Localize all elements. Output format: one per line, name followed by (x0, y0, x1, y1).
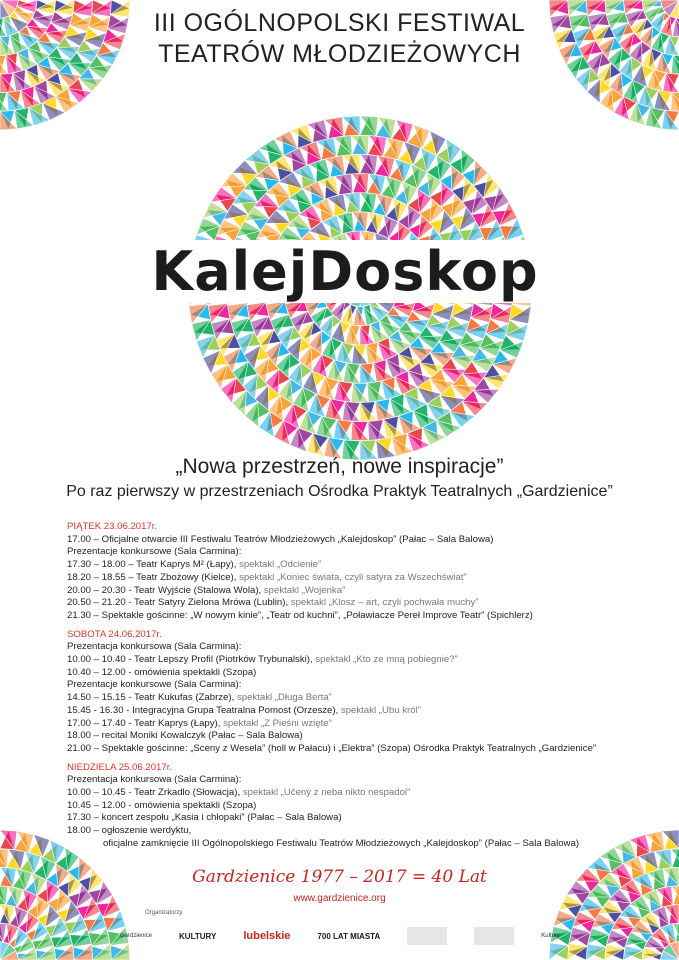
programme-item (67, 838, 627, 851)
programme-item-text: 10.00 – 10.40 - Teatr Lepszy Profil (Piotrków Trybunalski), (67, 654, 316, 666)
programme-item (67, 787, 627, 800)
corner-mosaic-top-right (549, 0, 679, 130)
programme-item (67, 825, 627, 838)
programme-item-text: 21.30 – Spektakle gościnne: „W nowym kinie”, „Teatr od kuchni”, „Poławiacze Pereł Improve Teatr” (Spichlerz) (67, 609, 533, 621)
mosaic-top-left-graphic (0, 0, 130, 130)
programme-item-text: Prezentacja konkursowa (Sala Carmina): (67, 774, 242, 786)
programme-item-text: 10.40 – 12.00 - omówienia spektakli (Szopa) (67, 666, 257, 678)
programme-item (67, 585, 627, 598)
organizer-logo (474, 927, 514, 945)
programme-item (67, 730, 627, 743)
programme-item-text: 20.00 – 20.30 - Teatr Wyjście (Stalowa Wola), (67, 584, 264, 596)
organizer-logos (120, 917, 560, 955)
programme-item (67, 546, 627, 559)
slogan: „Nowa przestrzeń, nowe inspiracje” (175, 455, 504, 478)
day-title: SOBOTA 24.06.2017r. (67, 628, 162, 640)
organizer-logo: 700 LAT MIASTA (317, 931, 381, 941)
performance-title: spektakl „Kto ze mną pobiegnie?” (315, 654, 458, 666)
programme-item (67, 743, 627, 756)
organizer-logo: lubelskie (243, 929, 291, 942)
programme-item (67, 641, 627, 654)
festival-header (130, 8, 549, 70)
performance-title: spektakl „Z Pieśni wzięte” (223, 717, 332, 729)
programme-item-text: 18.00 – ogłoszenie werdyktu, (67, 825, 192, 837)
programme-item-text: 10.45 – 12.00 - omówienia spektakli (Szopa) (67, 799, 257, 811)
organizer-logo (407, 927, 447, 945)
programme-item-text: Prezentacje konkursowe (Sala Carmina): (67, 679, 242, 691)
day-title: NIEDZIELA 25.06.2017r. (67, 761, 173, 773)
programme-item-text: oficjalne zamknięcie III Ogólnopolskiego Festiwalu Teatrów Młodzieżowych „Kalejdoskop” (Pałac – Sala Balowa) (103, 837, 580, 849)
programme-item (67, 559, 627, 572)
mosaic-top-right-graphic (549, 0, 679, 130)
programme-item (67, 572, 627, 585)
programme-item-text: 10.00 – 10.45 - Teatr Zrkadlo (Słowacja), (67, 787, 243, 799)
programme-item-text: 15.45 - 16.30 - Integracyjna Grupa Teatralna Pomost (Orzesze), (67, 704, 341, 716)
programme-item-text: 20.50 – 21.20 - Teatr Satyry Zielona Mrówa (Lublin), (67, 597, 291, 609)
programme-item-text: 18.00 – recital Moniki Kowalczyk (Pałac – Sala Balowa) (67, 730, 303, 742)
festival-name-logo (130, 240, 560, 303)
jubilee-logo: Gardzienice 1977 – 2017 = 40 Lat (192, 867, 487, 887)
programme-item (67, 667, 627, 680)
organizers-label: Organizatorzy (145, 910, 183, 916)
performance-title: spektakl „Učený z neba nikto nespadol” (242, 787, 411, 799)
performance-title: spektakl „Klosz – art, czyli pochwała muchy” (290, 597, 479, 609)
programme-item (67, 597, 627, 610)
programme-item (67, 534, 627, 547)
performance-title: spektakl „Wojenka” (263, 584, 346, 596)
performance-title: spektakl „Koniec świata, czyli satyra za Wszechświat” (239, 571, 467, 583)
programme-item (67, 679, 627, 692)
organizer-logo: KULTURY (179, 931, 217, 941)
header-line-2: TEATRÓW MŁODZIEŻOWYCH (158, 40, 521, 68)
programme-item-text: Prezentacja konkursowa (Sala Carmina): (67, 641, 242, 653)
website-link[interactable]: www.gardzienice.org (293, 893, 386, 904)
programme-item (67, 718, 627, 731)
performance-title: spektakl „Długa Berta” (236, 692, 332, 704)
programme-item (67, 800, 627, 813)
programme-item (67, 654, 627, 667)
programme-item-text: 17.30 – 18.00 – Teatr Kaprys M² (Łapy), (67, 559, 240, 571)
programme-item (67, 705, 627, 718)
performance-title: spektakl „Odcienie” (239, 559, 322, 571)
programme-item-text: 17.00 – 17.40 - Teatr Kaprys (Łapy), (67, 717, 224, 729)
programme-item (67, 692, 627, 705)
venue-note: Po raz pierwszy w przestrzeniach Ośrodka Praktyk Teatralnych „Gardzienice” (66, 483, 613, 500)
programme-item-text: Prezentacje konkursowe (Sala Carmina): (67, 546, 242, 558)
organizer-logo: Gardzienice (120, 932, 153, 939)
programme-item (67, 774, 627, 787)
header-line-1: III OGÓLNOPOLSKI FESTIWAL (153, 9, 526, 37)
programme-item (67, 610, 627, 623)
festival-programme (67, 521, 627, 851)
programme-item (67, 812, 627, 825)
programme-item-text: 17.30 – koncert zespołu „Kasia i chłopaki” (Pałac – Sala Balowa) (67, 812, 342, 824)
performance-title: spektakl „Ubu król” (340, 704, 421, 716)
organizer-logo: Kultury (541, 932, 560, 939)
corner-mosaic-top-left (0, 0, 130, 130)
day-title: PIĄTEK 23.06.2017r. (67, 521, 158, 532)
festival-name-text: KalejDoskop (143, 240, 546, 303)
programme-item-text: 14.50 – 15.15 - Teatr Kukufas (Zabrze), (67, 692, 237, 704)
programme-item-text: 17.00 – Oficjalne otwarcie III Festiwalu Teatrów Młodzieżowych „Kalejdoskop” (Pałac – Sala Balowa) (67, 533, 494, 545)
programme-item-text: 21.00 – Spektakle gościnne: „Sceny z Wesela” (holl w Pałacu) i „Elektra” (Szopa) Ośrodka Praktyk Teatralnych „Gardzienice” (67, 742, 597, 754)
programme-item-text: 18.20 – 18.55 – Teatr Zbożowy (Kielce), (67, 571, 240, 583)
